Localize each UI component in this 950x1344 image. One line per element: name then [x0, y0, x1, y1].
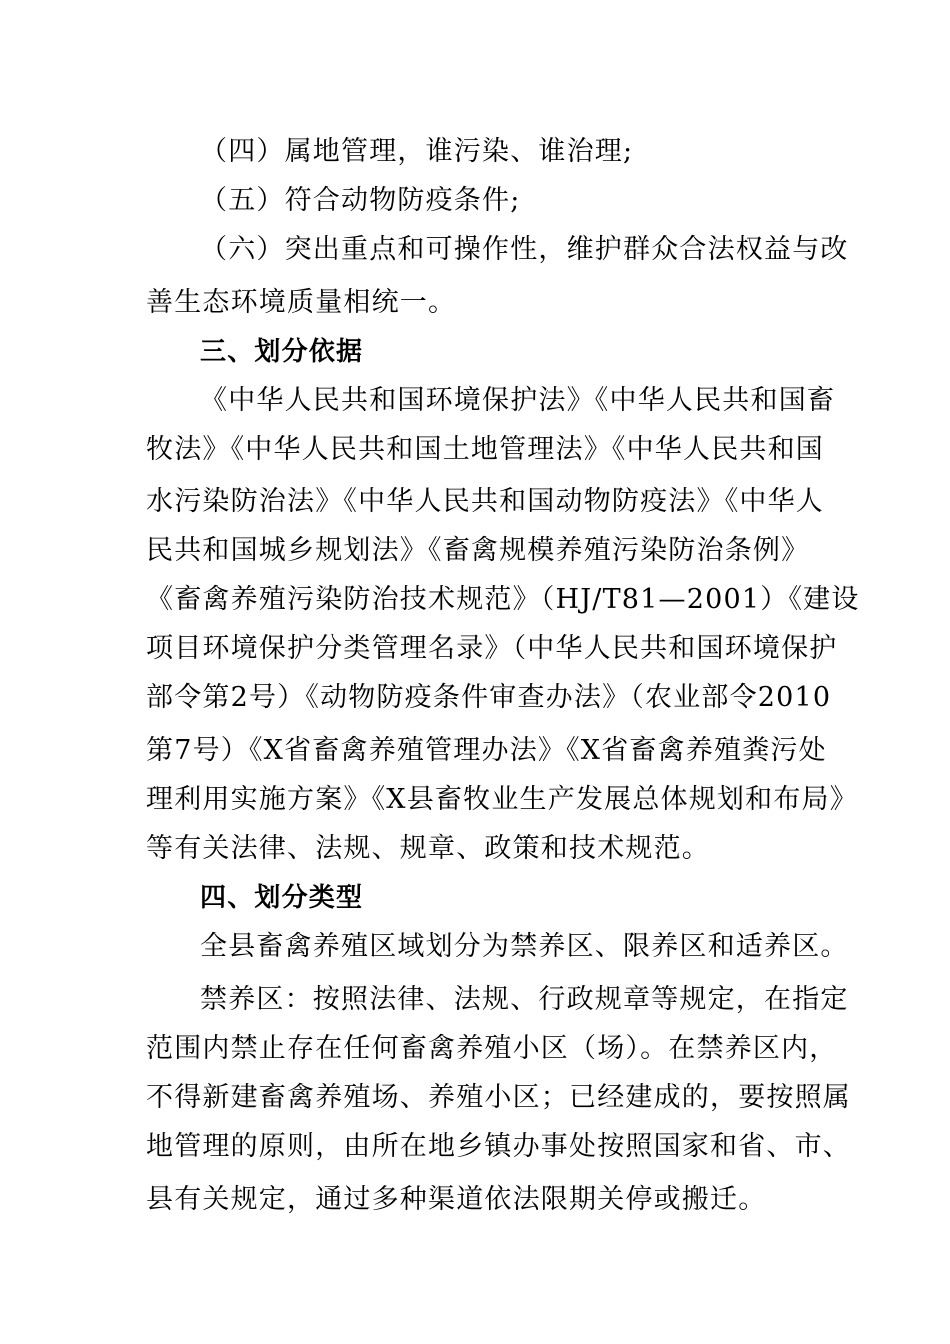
prohibited-zone-line-5: 县有关规定，通过多种渠道依法限期关停或搬迁。: [146, 1184, 767, 1215]
basis-paragraph-line-1: 《中华人民共和国环境保护法》《中华人民共和国畜: [200, 385, 836, 416]
basis-paragraph-line-8: 第7号）《X省畜禽养殖管理办法》《X省畜禽养殖粪污处: [146, 735, 827, 766]
basis-paragraph-line-9: 理利用实施方案》《X县畜牧业生产发展总体规划和布局》: [146, 784, 858, 815]
prohibited-zone-line-2: 范围内禁止存在任何畜禽养殖小区（场）。在禁养区内，: [146, 1033, 838, 1064]
prohibited-zone-line-3: 不得新建畜禽养殖场、养殖小区；已经建成的，要按照属: [146, 1082, 851, 1113]
basis-paragraph-line-10: 等有关法律、法规、规章、政策和技术规范。: [146, 833, 710, 864]
section-heading-basis: 三、划分依据: [200, 337, 364, 367]
section-heading-types: 四、划分类型: [200, 883, 364, 913]
types-paragraph: 全县畜禽养殖区域划分为禁养区、限养区和适养区。: [200, 931, 849, 962]
principle-4: （四）属地管理，谁污染、谁治理;: [200, 136, 634, 167]
principle-5: （五）符合动物防疫条件;: [200, 185, 521, 216]
principle-6-line-1: （六）突出重点和可操作性，维护群众合法权益与改: [200, 234, 849, 265]
basis-paragraph-line-3: 水污染防治法》《中华人民共和国动物防疫法》《中华人: [146, 486, 824, 517]
prohibited-zone-line-4: 地管理的原则，由所在地乡镇办事处按照国家和省、市、: [146, 1131, 851, 1162]
basis-paragraph-line-6: 项目环境保护分类管理名录》（中华人民共和国环境保护: [146, 633, 838, 664]
basis-paragraph-line-4: 民共和国城乡规划法》《畜禽规模养殖污染防治条例》: [146, 535, 810, 566]
basis-paragraph-line-7: 部令第2号）《动物防疫条件审查办法》（农业部令2010: [146, 682, 832, 713]
prohibited-zone-line-1: 禁养区：按照法律、法规、行政规章等规定，在指定: [200, 984, 849, 1015]
basis-paragraph-line-5: 《畜禽养殖污染防治技术规范》（HJ/T81—2001）《建设: [146, 584, 860, 615]
principle-6-line-2: 善生态环境质量相统一。: [146, 287, 457, 318]
basis-paragraph-line-2: 牧法》《中华人民共和国土地管理法》《中华人民共和国: [146, 434, 824, 465]
